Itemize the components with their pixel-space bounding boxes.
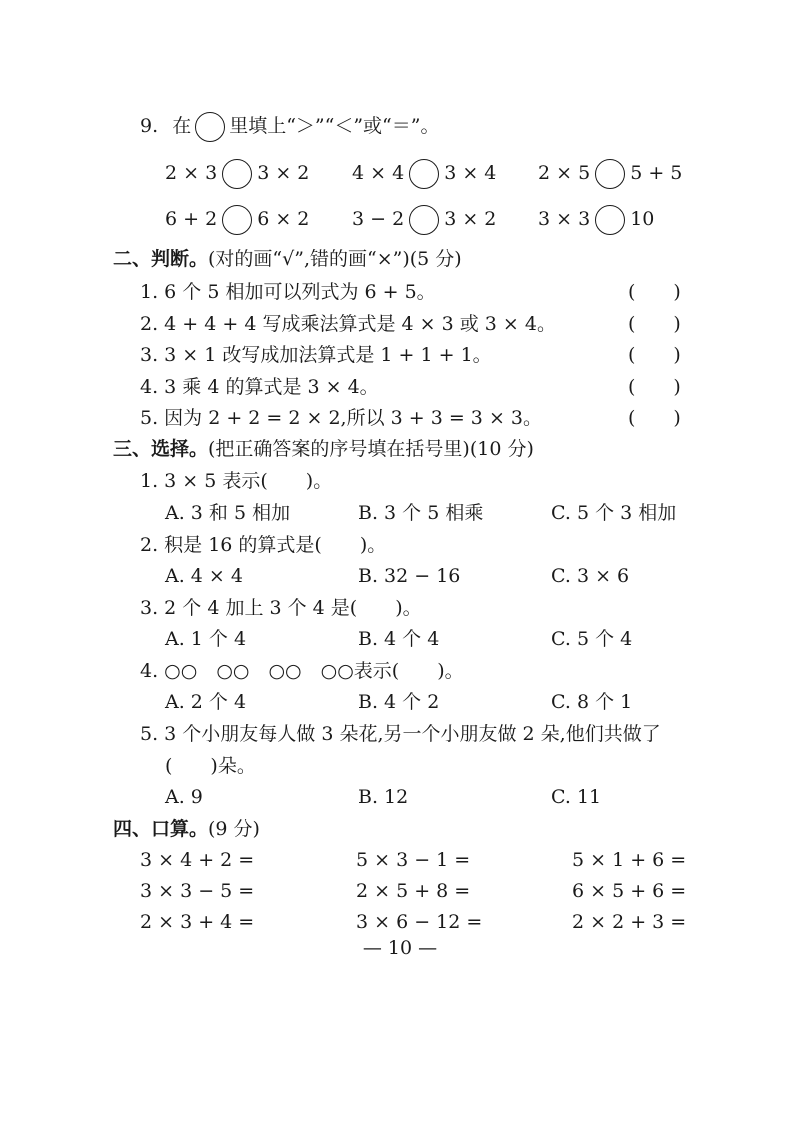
choice-1-option-c[interactable]: C. 5 个 3 相加 — [551, 502, 677, 524]
page-number: — 10 — — [362, 937, 438, 959]
mental-math-3: 5 × 1 + 6 = — [572, 849, 687, 871]
choice-question-1: 1. 3 × 5 表示( )。 — [140, 470, 333, 492]
answer-circle[interactable] — [222, 205, 252, 235]
judge-item-1: 1. 6 个 5 相加可以列式为 6 + 5。 — [140, 281, 436, 303]
choice-4-option-b[interactable]: B. 4 个 2 — [358, 691, 440, 713]
q9-compare-2: 4 × 4 3 × 4 — [352, 157, 496, 189]
choice-2-option-b[interactable]: B. 32 − 16 — [358, 565, 461, 587]
circle-icon — [195, 112, 225, 142]
answer-circle[interactable] — [595, 159, 625, 189]
choice-4-option-a[interactable]: A. 2 个 4 — [165, 691, 247, 713]
choice-question-2: 2. 积是 16 的算式是( )。 — [140, 534, 387, 556]
judge-answer-4[interactable]: ( ) — [628, 376, 681, 398]
judge-item-4: 4. 3 乘 4 的算式是 3 × 4。 — [140, 376, 379, 398]
mental-math-4: 3 × 3 − 5 = — [140, 880, 255, 902]
q9-word-in: 在 — [172, 115, 192, 137]
answer-circle[interactable] — [409, 159, 439, 189]
judge-item-5: 5. 因为 2 + 2 = 2 × 2,所以 3 + 3 = 3 × 3。 — [140, 407, 542, 429]
choice-3-option-a[interactable]: A. 1 个 4 — [165, 628, 247, 650]
mental-math-6: 6 × 5 + 6 = — [572, 880, 687, 902]
answer-circle[interactable] — [595, 205, 625, 235]
mental-math-5: 2 × 5 + 8 = — [356, 880, 471, 902]
section3-heading: 三、选择。(把正确答案的序号填在括号里)(10 分) — [113, 438, 534, 460]
judge-answer-5[interactable]: ( ) — [628, 407, 681, 429]
choice-2-option-c[interactable]: C. 3 × 6 — [551, 565, 630, 587]
q9-compare-4: 6 + 2 6 × 2 — [165, 203, 309, 235]
q9-instruction-line — [140, 112, 439, 142]
section4-heading: 四、口算。(9 分) — [113, 818, 260, 840]
choice-4-option-c[interactable]: C. 8 个 1 — [551, 691, 633, 713]
choice-3-option-b[interactable]: B. 4 个 4 — [358, 628, 440, 650]
q9-compare-1: 2 × 3 3 × 2 — [165, 157, 309, 189]
choice-question-3: 3. 2 个 4 加上 3 个 4 是( )。 — [140, 597, 422, 619]
judge-answer-3[interactable]: ( ) — [628, 344, 681, 366]
mental-math-9: 2 × 2 + 3 = — [572, 911, 687, 933]
answer-circle[interactable] — [222, 159, 252, 189]
q9-compare-5: 3 − 2 3 × 2 — [352, 203, 496, 235]
choice-question-5-continued: ( )朵。 — [165, 755, 256, 777]
choice-5-option-b[interactable]: B. 12 — [358, 786, 409, 808]
q9-compare-3: 2 × 5 5 + 5 — [538, 157, 682, 189]
choice-question-4: 4. ○○ ○○ ○○ ○○表示( )。 — [140, 660, 464, 682]
choice-2-option-a[interactable]: A. 4 × 4 — [165, 565, 243, 587]
choice-5-option-a[interactable]: A. 9 — [165, 786, 203, 808]
choice-question-5: 5. 3 个小朋友每人做 3 朵花,另一个小朋友做 2 朵,他们共做了 — [140, 723, 661, 745]
answer-circle[interactable] — [409, 205, 439, 235]
choice-1-option-a[interactable]: A. 3 和 5 相加 — [165, 502, 291, 524]
choice-3-option-c[interactable]: C. 5 个 4 — [551, 628, 633, 650]
judge-item-2: 2. 4 + 4 + 4 写成乘法算式是 4 × 3 或 3 × 4。 — [140, 313, 556, 335]
q9-number: 9. — [140, 115, 159, 137]
choice-1-option-b[interactable]: B. 3 个 5 相乘 — [358, 502, 484, 524]
mental-math-8: 3 × 6 − 12 = — [356, 911, 483, 933]
judge-item-3: 3. 3 × 1 改写成加法算式是 1 + 1 + 1。 — [140, 344, 492, 366]
judge-answer-2[interactable]: ( ) — [628, 313, 681, 335]
q9-instruction: 里填上“＞”“＜”或“＝”。 — [229, 115, 440, 137]
judge-answer-1[interactable]: ( ) — [628, 281, 681, 303]
mental-math-2: 5 × 3 − 1 = — [356, 849, 471, 871]
section2-heading: 二、判断。(对的画“√”,错的画“×”)(5 分) — [113, 248, 462, 270]
mental-math-1: 3 × 4 + 2 = — [140, 849, 255, 871]
mental-math-7: 2 × 3 + 4 = — [140, 911, 255, 933]
q9-compare-6: 3 × 3 10 — [538, 203, 654, 235]
choice-5-option-c[interactable]: C. 11 — [551, 786, 602, 808]
